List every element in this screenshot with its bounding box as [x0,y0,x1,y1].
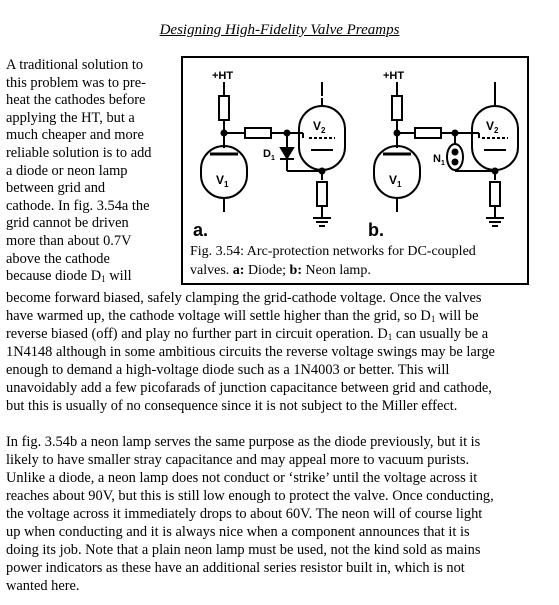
text-line: wanted here. [6,578,80,594]
text-line [6,268,176,286]
circuit-b [368,70,518,238]
text-line: more than about 0.7V [6,232,132,249]
text-span: will [105,268,132,285]
text-line: doing its job. Note that a plain neon lamp must be used, not the kind sold as mains [6,542,481,558]
junction-dot [320,169,325,174]
text-line: enough to demand a high-voltage diode such as a 1N4003 or better. This will [6,362,450,378]
text-line: reliable solution is to add [6,144,152,161]
resistor-cathode-a [317,182,327,206]
caption-span: Neon lamp. [302,263,371,278]
caption-span: Diode; [244,263,290,278]
subscript: 1 [270,155,275,162]
paragraph-1 [6,289,554,415]
text-line: above the cathode [6,250,110,267]
text-line: 1N4148 although in some ambitious circuits the reverse voltage swings may be large [6,344,495,360]
text-line [6,325,554,343]
text-line: up when conducting and it is always nice when a component announces that it is [6,524,470,540]
caption-key-b: b: [289,263,302,278]
text-line: cathode. In fig. 3.54a the [6,197,150,214]
text-line: become forward biased, safely clamping the grid-cathode voltage. Once the valves [6,290,482,306]
text-line: a diode or neon lamp [6,162,128,179]
neon-electrode [453,150,458,155]
neon-electrode [453,160,458,165]
text-line: power indicators as these have an additional series resistor built in, which is not [6,560,465,576]
label-b: b. [368,220,384,238]
wrapped-text-column [6,57,176,286]
text-line: applying the HT, but a [6,109,135,126]
caption-line [190,261,525,280]
caption-key-a: a: [232,263,245,278]
valve-label: V [216,173,225,187]
subscript: 2 [321,126,326,135]
neon-lamp-n1 [447,144,463,170]
svg-text:D1 [263,148,275,162]
subscript: 1 [101,274,106,285]
resistor-coupling-b [415,128,441,138]
svg-text:V1 [389,173,402,189]
junction-dot [493,169,498,174]
subscript: 1 [397,180,402,189]
text-line: heat the cathodes before [6,92,146,109]
svg-text:V2 [486,119,499,135]
text-line: unavoidably add a few picofarads of junction capacitance between grid and cathode, [6,380,492,396]
ht-label-b: +HT [383,70,405,82]
text-line: the voltage across it immediately drops to about 60V. The neon will of course light [6,506,483,522]
text-line [6,307,554,325]
resistor-cathode-b [490,182,500,206]
valve-label: V [486,119,495,133]
subscript: 1 [224,180,229,189]
caption-span: valves. [190,263,233,278]
diode-label: D [263,148,271,160]
figure-caption [190,242,525,280]
text-line: Unlike a diode, a neon lamp does not conduct or ‘strike’ until the voltage across it [6,470,478,486]
text-line: grid cannot be driven [6,215,129,232]
subscript: 1 [440,160,445,167]
resistor-anode-a [219,96,229,120]
text-span: can usually be a [392,326,489,342]
resistor-anode-b [392,96,402,120]
subscript: 1 [430,314,436,324]
valve-label: V [313,119,322,133]
text-span: have warmed up, the cathode voltage will settle higher than the grid, so D [6,308,431,324]
text-line: much cheaper and more [6,127,144,144]
subscript: 1 [387,332,393,342]
text-line: In fig. 3.54b a neon lamp serves the same purpose as the diode previously, but it is [6,434,481,450]
paragraph-2 [6,433,554,595]
caption-line: Fig. 3.54: Arc-protection networks for DC-coupled [190,244,476,259]
text-span: because diode D [6,268,102,285]
text-line: between grid and [6,180,106,197]
text-span: will be [435,308,479,324]
label-a: a. [193,220,209,238]
text-line: likely to have smaller stray capacitance and may appeal more to vacuum purists. [6,452,470,468]
circuit-a [193,70,345,238]
text-span: reverse biased (off) and play no further part in circuit operation. D [6,326,388,342]
svg-text:V2 [313,119,326,135]
text-line: this problem was to pre- [6,74,146,91]
svg-text:N1 [433,153,445,167]
resistor-coupling-a [245,128,271,138]
page-title: Designing High-Fidelity Valve Preamps [159,22,400,38]
neon-label: N [433,153,441,165]
subscript: 2 [494,126,499,135]
figure-3-54 [181,56,529,285]
valve-label: V [389,173,398,187]
text-line: reaches about 90V, but this is still low enough to protect the valve. Once conducting, [6,488,494,504]
circuit-diagram [183,58,527,238]
svg-text:V1 [216,173,229,189]
text-line: but this is usually of no consequence since it is not subject to the Miller effect. [6,398,458,414]
text-line: A traditional solution to [6,57,144,73]
diode-d1 [281,148,293,158]
ht-label-a: +HT [212,70,234,82]
